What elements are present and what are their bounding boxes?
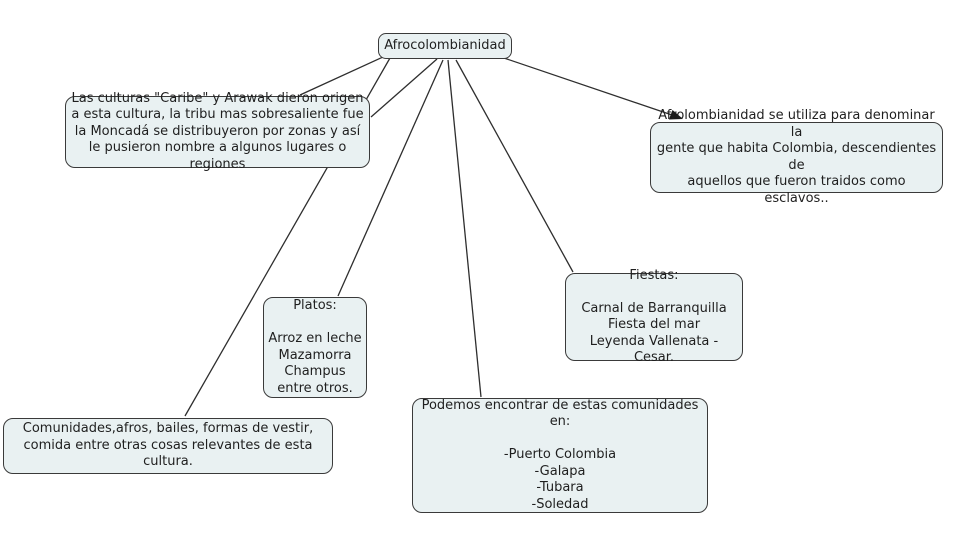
node-text-line (417, 431, 703, 448)
node-text-line: -Puerto Colombia (503, 447, 617, 463)
node-comunidades[interactable] (3, 418, 333, 474)
node-text-line: la Moncadá se distribuyeron por zonas y así (74, 123, 361, 139)
node-text-line: aquellos que fueron traidos como esclavos.. (687, 174, 906, 206)
node-text-line (570, 284, 738, 301)
node-text-line: Mazamorra (278, 347, 352, 363)
node-text-line: Arroz en leche (268, 331, 362, 346)
edge-root-ubicacion (448, 60, 481, 397)
node-text-line: a esta cultura, la tribu mas sobresaliente fue (71, 107, 364, 123)
node-text-line: Platos: (293, 298, 337, 313)
node-text-line: comida entre otras cosas relevantes de esta cultura. (23, 437, 313, 470)
node-text-line: -Tubara (536, 480, 584, 496)
node-text-line: Fiesta del mar (607, 317, 701, 332)
node-text-line: entre otros. (277, 380, 353, 396)
node-origen-culturas[interactable] (65, 90, 370, 172)
node-text-line: Fiestas: (629, 267, 679, 283)
node-text-line: le pusieron nombre a algunos lugares o regiones (88, 140, 347, 172)
node-ubicaciones[interactable] (412, 398, 708, 513)
node-text-line: -Soledad (531, 496, 589, 512)
edge-root-origen-top (300, 57, 383, 95)
node-text-line: Podemos encontrar de estas comunidades en: (421, 397, 699, 430)
node-text-line: gente que habita Colombia, descendientes de (656, 141, 937, 173)
edge-root-origen-side (371, 59, 437, 117)
node-text-line: Las culturas "Caribe" y Arawak dieron origen (71, 90, 364, 106)
node-afrocolombianidad[interactable] (378, 33, 512, 59)
edge-root-definicion (501, 57, 672, 115)
edge-root-fiestas (456, 60, 573, 272)
node-text-line: Leyenda Vallenata - Cesar. (589, 333, 719, 365)
node-fiestas[interactable] (565, 267, 743, 365)
node-text-line: Afrolombianidad se utiliza para denominar la (658, 108, 935, 140)
node-label: Afrocolombianidad (384, 37, 506, 53)
node-text-line (268, 315, 362, 332)
node-definicion[interactable] (650, 108, 943, 206)
node-text-line: Comunidades,afros, bailes, formas de vestir, (22, 421, 314, 437)
node-text-line: Champus (284, 364, 346, 379)
node-text-line: -Galapa (534, 463, 586, 479)
node-platos[interactable] (263, 297, 367, 398)
node-text-line: Carnal de Barranquilla (581, 300, 727, 316)
